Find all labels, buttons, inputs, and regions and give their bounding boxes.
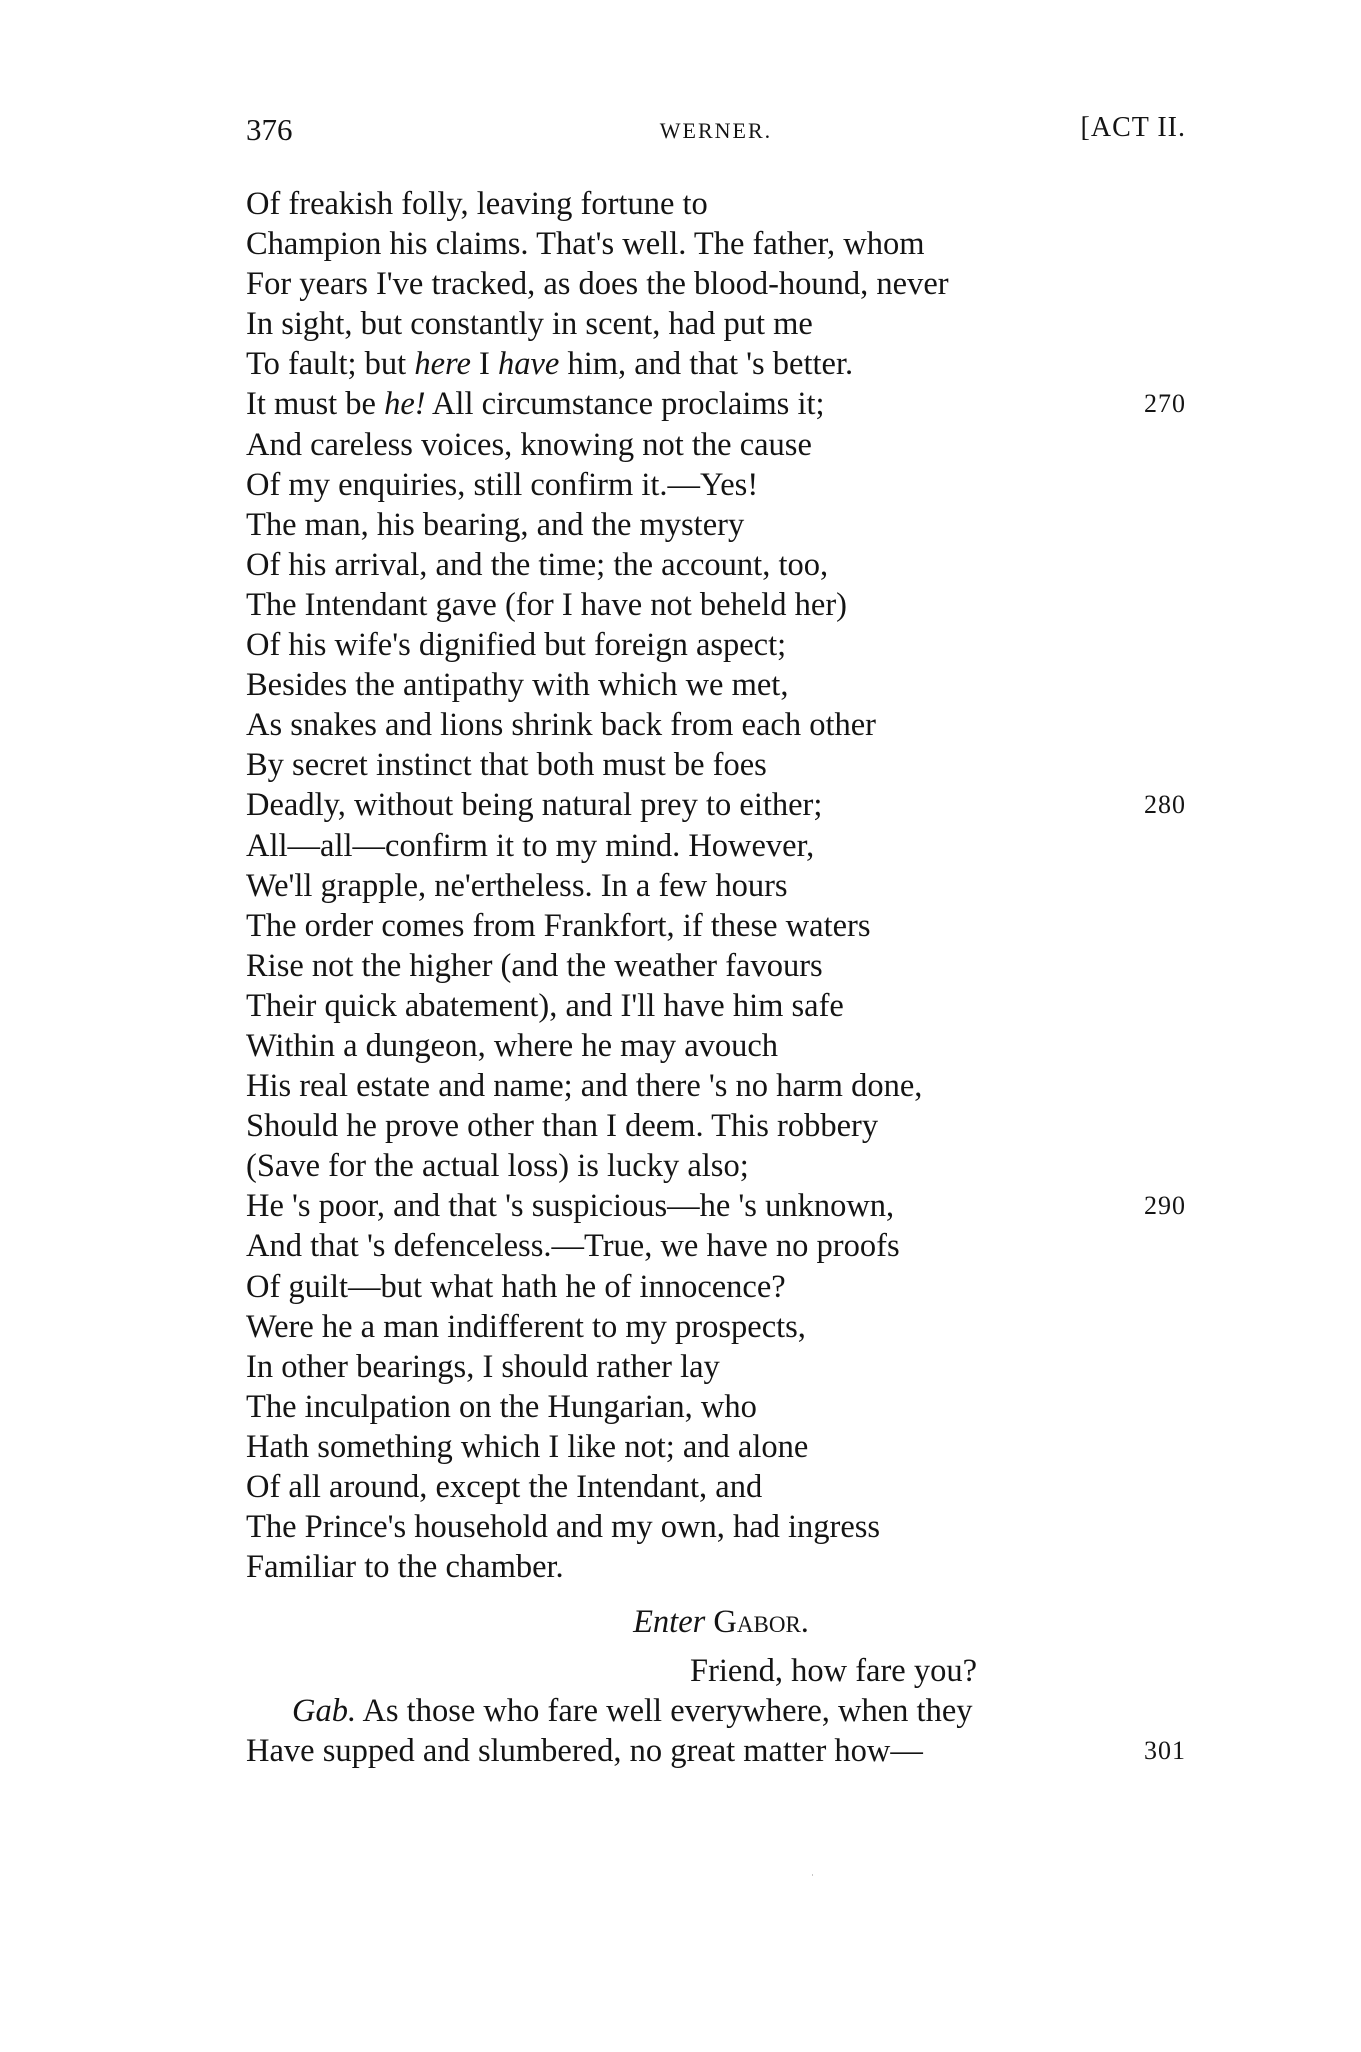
verse-line: Within a dungeon, where he may avouch [246,1027,779,1064]
act-label: [ACT II. [1080,112,1186,143]
verse-line: Of all around, except the Intendant, and [246,1469,763,1505]
verse-line: Of his arrival, and the time; the account, too, [246,546,829,583]
verse-line: All—all—confirm it to my mind. However, [246,827,815,864]
verse-line: Of freakish folly, leaving fortune to [246,186,708,222]
line-number: 290 [1144,1191,1186,1221]
running-title: WERNER. [659,118,773,143]
verse-line: The order comes from Frankfort, if these waters [246,907,871,944]
speaker-name: Gab. [292,1693,357,1730]
verse-line: Friend, how fare you? [690,1653,977,1690]
verse-text: him, and that 's better. [559,346,854,383]
verse-line: For years I've tracked, as does the blood-hound, never [246,266,949,303]
verse-text: Deadly, without being natural prey to either; [246,787,823,824]
verse-line: Of my enquiries, still confirm it.—Yes! [246,466,759,503]
verse-line: Of his wife's dignified but foreign aspect; [246,627,787,664]
verse-line [246,344,1196,384]
verse-text: Have supped and slumbered, no great matter how— [246,1733,923,1770]
verse-line [246,1691,1196,1731]
page-header [246,112,1186,152]
verse-line: Their quick abatement), and I'll have him safe [246,987,844,1024]
verse-line: (Save for the actual loss) is lucky also; [246,1148,749,1185]
line-number: 301 [1144,1736,1186,1766]
verse-line [246,1186,1196,1226]
print-speck [812,1874,813,1876]
verse-text: He 's poor, and that 's suspicious—he 's unknown, [246,1188,895,1225]
verse-line: Besides the antipathy with which we met, [246,667,789,704]
verse-text: All circumstance proclaims it; [425,386,825,423]
verse-text: It must be [246,386,385,423]
verse-line: And that 's defenceless.—True, we have no proofs [246,1228,900,1265]
verse-line: And careless voices, knowing not the cause [246,426,812,463]
line-number: 280 [1144,790,1186,820]
verse-line: Rise not the higher (and the weather favours [246,947,823,984]
verse-line: Were he a man indifferent to my prospects, [246,1308,806,1345]
page-number: 376 [246,112,293,147]
stage-enter: Enter [633,1604,706,1641]
verse-line: His real estate and name; and there 's no harm done, [246,1068,923,1105]
verse-line: Should he prove other than I deem. This robbery [246,1108,879,1145]
stage-character-name: Gabor. [713,1604,809,1641]
verse-line: We'll grapple, ne'ertheless. In a few hours [246,867,788,904]
stage-direction [246,1587,1196,1651]
verse-text: To fault; but [246,346,415,383]
verse-block [246,184,1196,1772]
verse-line: The inculpation on the Hungarian, who [246,1388,757,1425]
line-number: 270 [1144,389,1186,419]
verse-line: Hath something which I like not; and alone [246,1428,809,1465]
verse-line: As snakes and lions shrink back from each other [246,707,876,744]
verse-line: Of guilt—but what hath he of innocence? [246,1268,786,1305]
verse-line: The man, his bearing, and the mystery [246,506,745,543]
verse-line: The Intendant gave (for I have not beheld her) [246,586,847,623]
verse-text: I [470,346,498,383]
verse-line: The Prince's household and my own, had ingress [246,1509,881,1546]
verse-line: In other bearings, I should rather lay [246,1348,720,1385]
verse-line [246,785,1196,825]
emphasis-text: have [497,346,560,383]
verse-text: As those who fare well everywhere, when they [356,1693,973,1730]
verse-line [246,384,1196,424]
verse-line: By secret instinct that both must be foes [246,747,767,784]
verse-line: In sight, but constantly in scent, had put me [246,306,813,343]
verse-line [246,1731,1196,1771]
emphasis-text: here [414,346,471,383]
verse-line: Champion his claims. That's well. The father, whom [246,226,925,263]
verse-line: Familiar to the chamber. [246,1549,564,1586]
emphasis-text: he! [384,386,426,423]
